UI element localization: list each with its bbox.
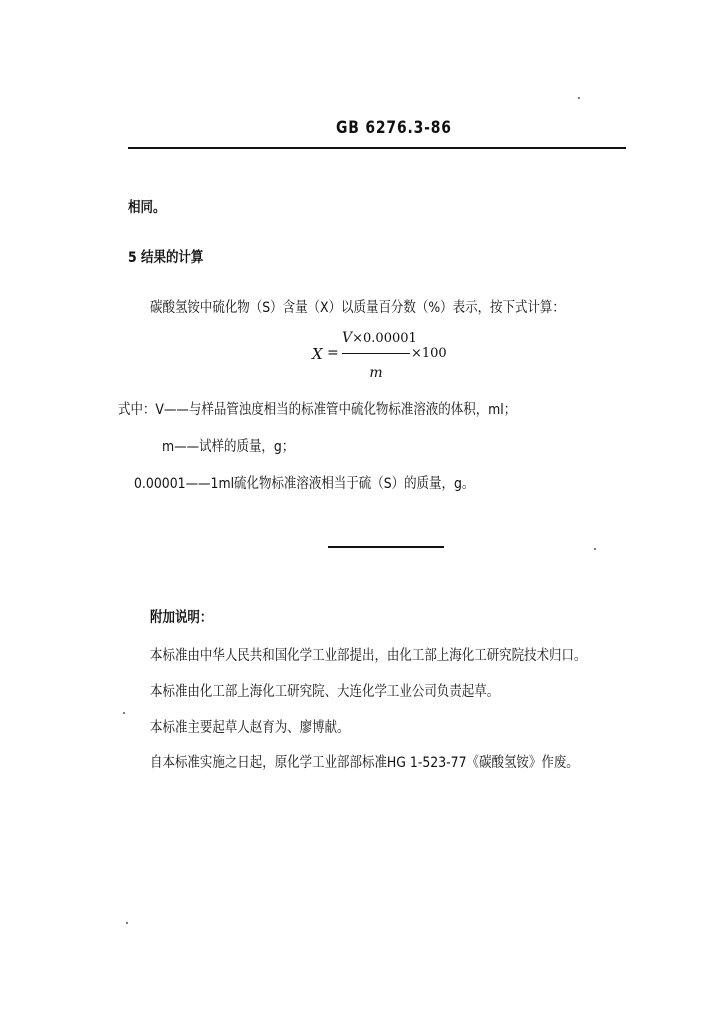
formula-multiplier: ×100: [411, 346, 447, 361]
where-line-m: m——试样的质量，g；: [162, 439, 295, 455]
where-line-v: 式中：V——与样品管浊度相当的标准管中硫化物标准溶液的体积，ml；: [118, 402, 517, 418]
notes-title: 附加说明：: [150, 610, 213, 626]
fraction-bar: [342, 353, 410, 354]
header-rule: [128, 147, 626, 149]
separator-rule: [328, 546, 444, 548]
scan-speck: [123, 712, 125, 714]
formula-numerator: [342, 330, 417, 346]
section-title: 5 结果的计算: [128, 250, 204, 266]
formula-numerator-rest: ×0.00001: [352, 331, 417, 346]
formula-lhs: X: [312, 345, 323, 363]
notes-line: 自本标准实施之日起，原化学工业部部标准HG 1-523-77《碳酸氢铵》作废。: [150, 755, 579, 771]
standard-code: GB 6276.3-86: [336, 118, 452, 138]
intro-paragraph: 碳酸氢铵中硫化物（S）含量（X）以质量百分数（%）表示，按下式计算：: [150, 300, 565, 316]
scan-speck: [126, 922, 128, 924]
formula: [312, 330, 452, 386]
formula-numerator-var: V: [342, 330, 353, 346]
notes-line: 本标准主要起草人赵育为、廖博献。: [150, 720, 350, 736]
notes-line: 本标准由化工部上海化工研究院、大连化学工业公司负责起草。: [150, 684, 500, 700]
formula-equals: =: [327, 345, 339, 361]
continuation-text: 相同。: [128, 200, 166, 216]
notes-line: 本标准由中华人民共和国化学工业部提出，由化工部上海化工研究院技术归口。: [150, 648, 587, 664]
scan-speck: [578, 97, 580, 99]
where-line-constant: 0.00001——1ml硫化物标准溶液相当于硫（S）的质量，g。: [134, 476, 475, 492]
formula-denominator: m: [369, 365, 383, 381]
scan-speck: [594, 548, 596, 550]
